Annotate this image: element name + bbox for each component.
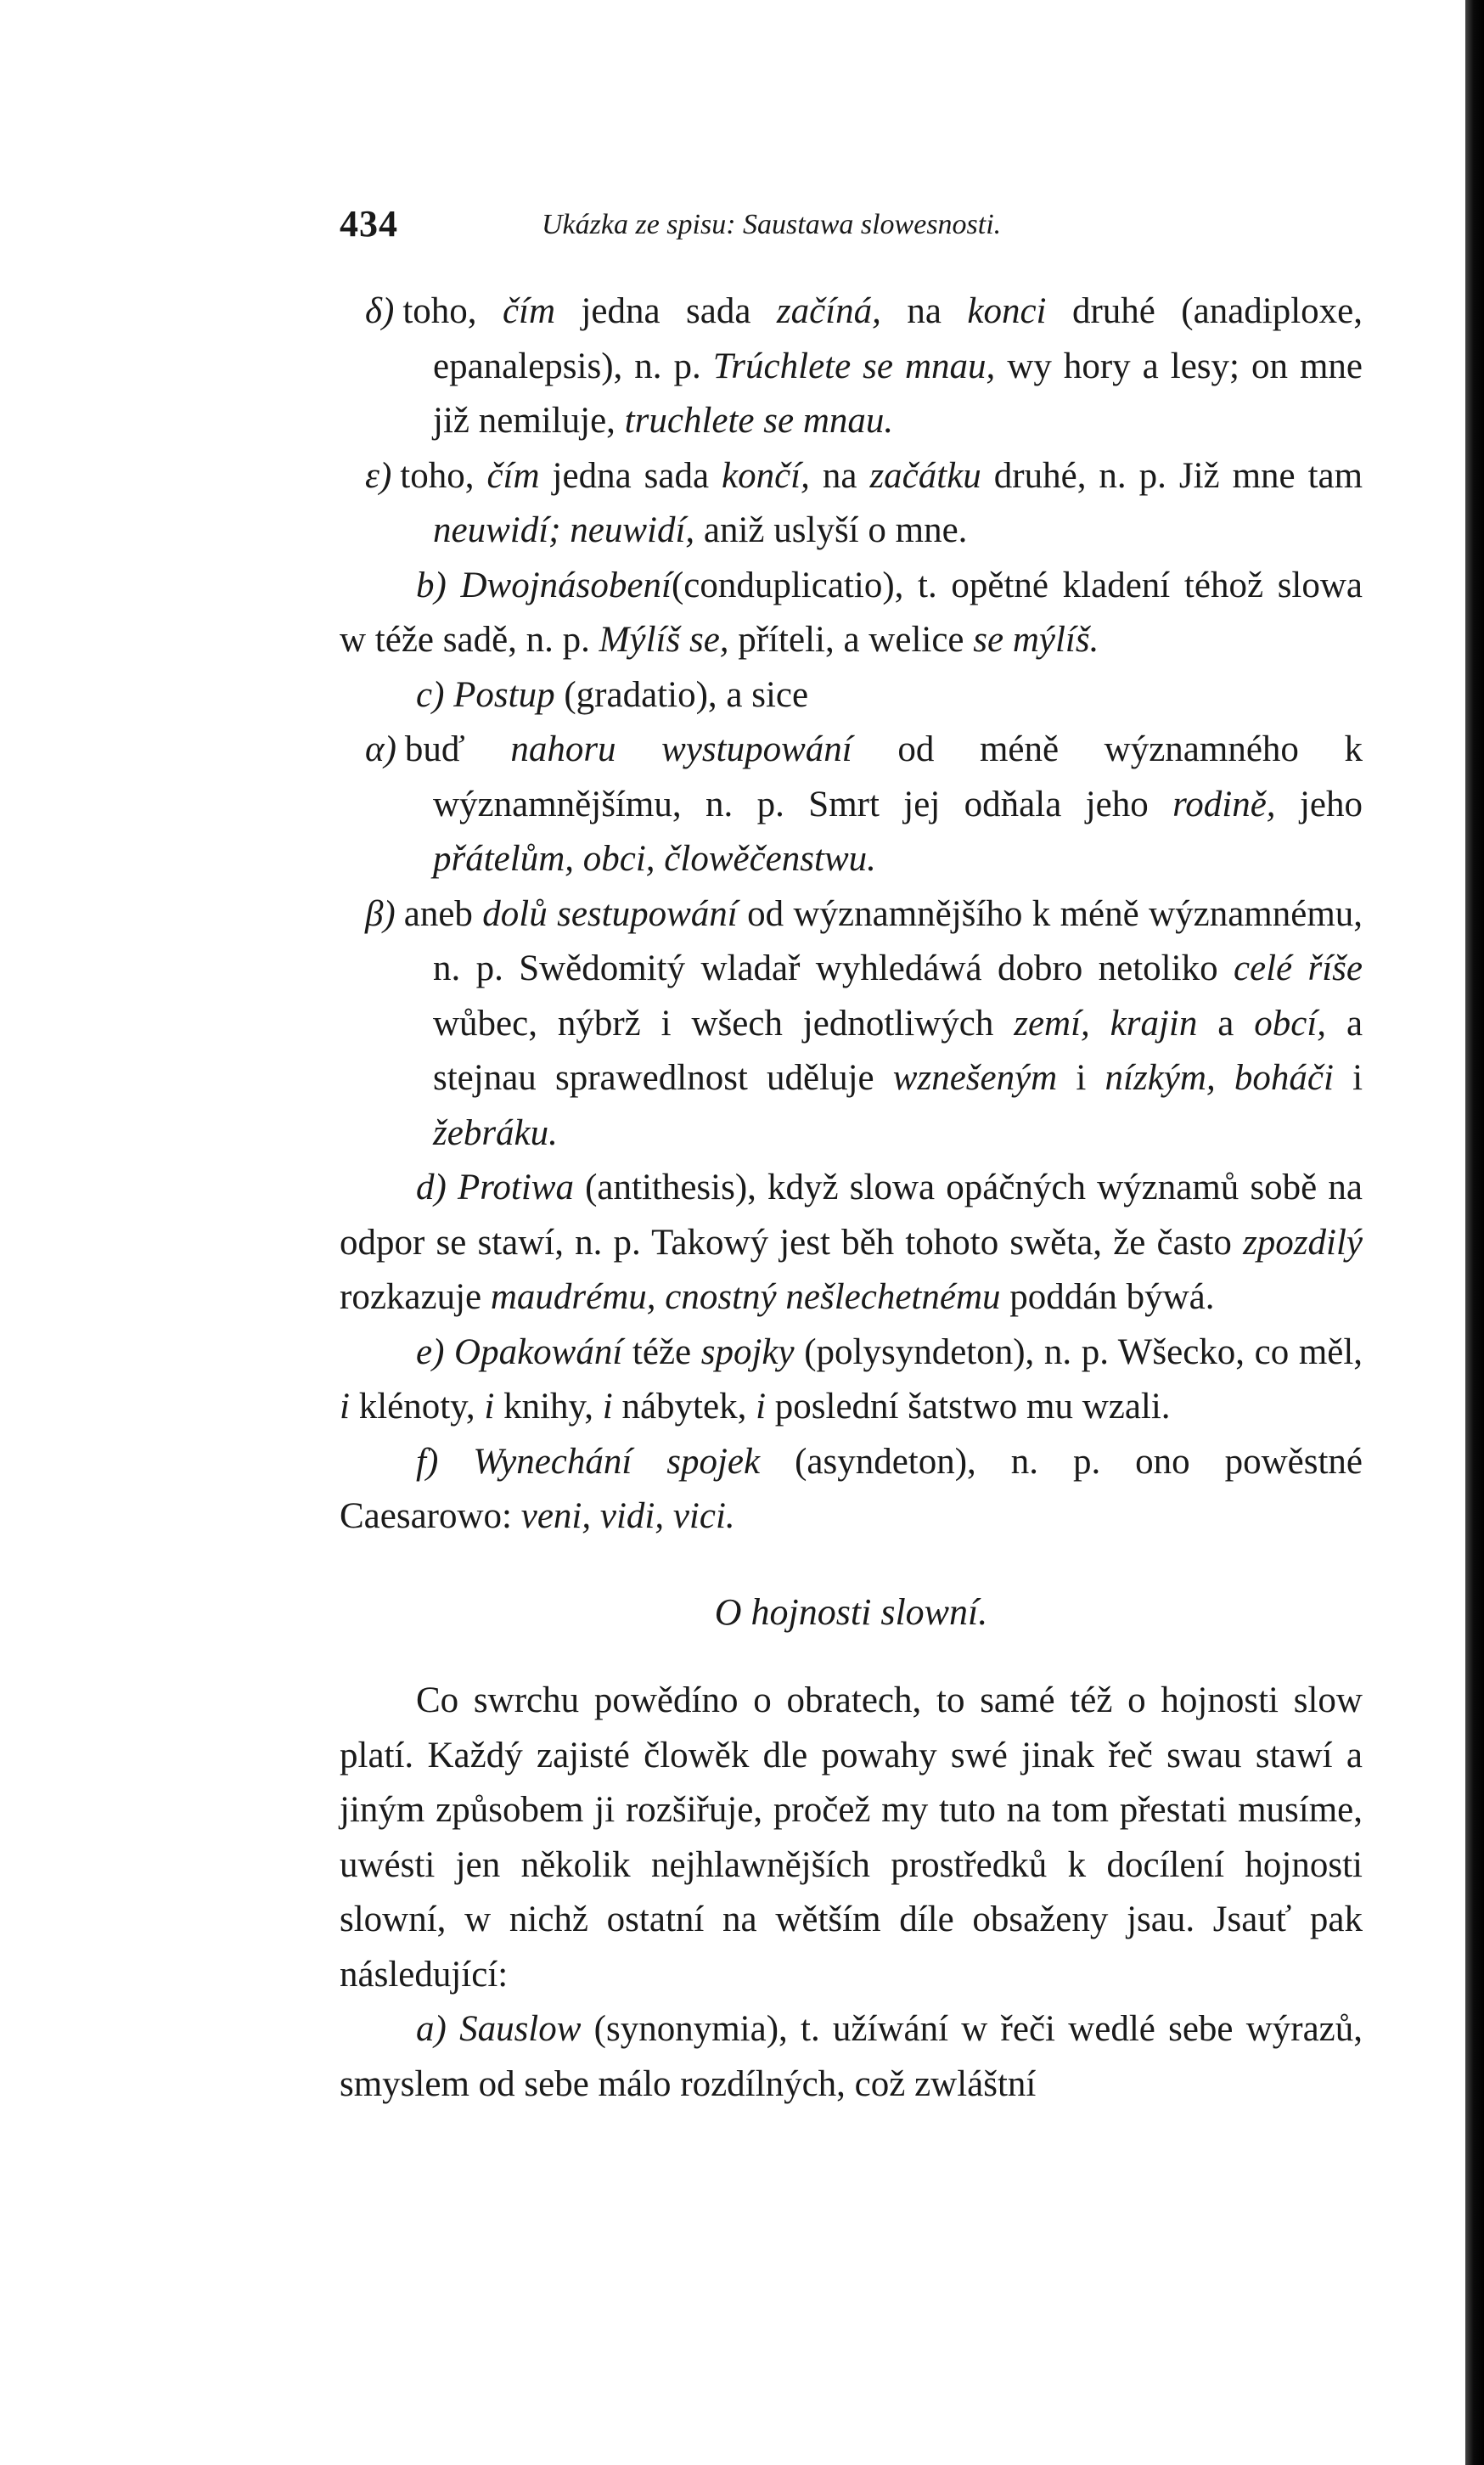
paragraph-d: d) Protiwa (antithesis), když slowa opáčných wýznamů sobě na odpor se stawí, n. p. Takowý jest běh tohoto swěta, že často zpozdilý rozkazuje maudrému, cnostný nešlechetnému poddán býwá. <box>340 1168 1363 1317</box>
paragraph-intro: Co swrchu powědíno o obratech, to samé též o hojnosti slow platí. Každý zajisté člowěk dle powahy swé jinak řeč swau stawí a jiným způsobem ji rozšiřuje, pročež my tuto na tom přestati musíme, uwésti jen několik nejhlawnějších prostředků k docílení hojnosti slowní, w nichž ostatní na wětším díle obsaženy jsau. Jsauť pak následující: <box>340 1680 1363 1995</box>
item-label: β) <box>365 893 396 934</box>
item-label: a) <box>416 2009 447 2049</box>
paragraph-epsilon: ε) toho, čím jedna sada končí, na začátku druhé, n. p. Již mne tam neuwidí; neuwidí, aniž uslyší o mne. <box>365 455 1363 550</box>
page-number: 434 <box>340 203 398 245</box>
item-label: e) <box>416 1331 445 1372</box>
item-label: f) <box>416 1441 439 1482</box>
paragraph-e: e) Opakowání téže spojky (polysyndeton), n. p. Wšecko, co měl, i klénoty, i knihy, i nábytek, i poslední šatstwo mu wzali. <box>340 1331 1363 1427</box>
paragraph-b: b) Dwojnásobení(conduplicatio), t. opětné kladení téhož slowa w téže sadě, n. p. Mýlíš se, příteli, a welice se mýlíš. <box>340 565 1363 660</box>
paragraph-f: f) Wynechání spojek (asyndeton), n. p. ono powěstné Caesarowo: veni, vidi, vici. <box>340 1441 1363 1536</box>
paragraph-beta: β) aneb dolů sestupowání od wýznamnějšího k méně wýznamnému, n. p. Swědomitý wladař wyhledáwá dobro netoliko celé říše wůbec, nýbrž i wšech jednotliwých zemí, krajin a obcí, a stejnau sprawedlnost uděluje wznešeným i nízkým, boháči i žebráku. <box>365 893 1363 1153</box>
page-header <box>340 202 1367 253</box>
item-label: b) <box>416 565 447 605</box>
book-page <box>340 0 1367 2465</box>
item-label: ε) <box>365 455 392 496</box>
book-spine-edge <box>1465 0 1484 2465</box>
item-label: α) <box>365 729 396 769</box>
running-head: Ukázka ze spisu: Saustawa slowesnosti. <box>542 209 1002 240</box>
paragraph-delta: δ) toho, čím jedna sada začíná, na konci druhé (anadiploxe, epanalepsis), n. p. Trúchlete se mnau, wy hory a lesy; on mne již nemiluje, truchlete se mnau. <box>365 291 1363 441</box>
paragraph-c: c) Postup (gradatio), a sice <box>416 674 809 715</box>
item-label: c) <box>416 674 445 715</box>
section-title: O hojnosti slowní. <box>714 1590 988 1633</box>
paragraph-alpha: α) buď nahoru wystupowání od méně wýznamného k wýznamnějšímu, n. p. Smrt jej odňala jeho rodině, jeho přátelům, obci, člowěčenstwu. <box>365 729 1363 879</box>
paragraph-a-synonymia: a) Sauslow (synonymia), t. užíwání w řeči wedlé sebe wýrazů, smyslem od sebe málo rozdílných, což zwláštní <box>340 2009 1363 2104</box>
item-label: δ) <box>365 291 395 331</box>
item-label: d) <box>416 1168 447 1207</box>
page-body <box>340 284 1363 2112</box>
